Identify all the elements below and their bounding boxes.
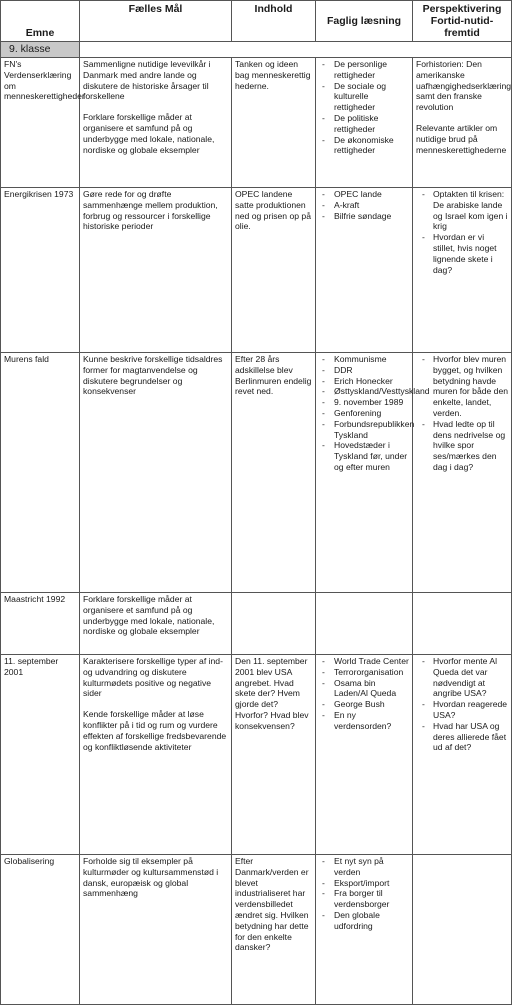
list-item: - De økonomiske rettigheder xyxy=(319,135,409,157)
table-row xyxy=(1,353,512,593)
list-item: - DDR xyxy=(319,365,409,376)
emne-cell: Murens fald xyxy=(1,353,80,593)
faglig-cell xyxy=(316,655,413,855)
emne-cell: Maastricht 1992 xyxy=(1,593,80,655)
perspektivering-cell xyxy=(413,188,512,353)
faglig-cell xyxy=(316,353,430,593)
table-row xyxy=(1,593,512,655)
list-item: - De personlige rettigheder xyxy=(319,59,409,81)
list-item: - Den globale udfordring xyxy=(319,910,409,932)
list-item: - Erich Honecker xyxy=(319,376,409,387)
maal-cell: Karakterisere forskellige typer af ind- og udvandring og diskutere kulturmødets positive og negative sider Kende forskellige måder at løse konflikter på i tid og rum og vurdere effekten af forskellige fredsbevarende og konfliktløsende aktiviteter xyxy=(80,655,232,855)
maal-cell: Gøre rede for og drøfte sammenhænge mellem produktion, forbrug og ressourcer i forskellige historiske perioder xyxy=(80,188,232,353)
list-item: - Hovedstæder i Tyskland før, under og efter muren xyxy=(319,440,409,472)
header-row xyxy=(1,1,512,42)
list-item: - OPEC lande xyxy=(319,189,409,200)
list-item: - En ny verdensorden? xyxy=(319,710,409,732)
emne-cell: FN's Verdenserklæring om menneskerettigheder xyxy=(1,58,80,188)
header-emne: Emne xyxy=(1,1,80,42)
list-item: - World Trade Center xyxy=(319,656,409,667)
list-item: - Forbundsrepublikken Tyskland xyxy=(319,419,409,441)
perspektivering-cell xyxy=(413,353,512,593)
list-item: - Hvorfor mente Al Queda det var nødvendigt at angribe USA? xyxy=(416,656,508,699)
grade-row xyxy=(1,42,512,58)
indhold-cell: Efter 28 års adskillelse blev Berlinmuren endelig revet ned. xyxy=(232,353,316,593)
emne-cell: Energikrisen 1973 xyxy=(1,188,80,353)
perspektivering-cell xyxy=(413,855,512,1005)
table-row xyxy=(1,188,512,353)
header-faglig-laesning: Faglig læsning xyxy=(316,1,413,42)
indhold-cell: OPEC landene satte produktionen ned og prisen op på olie. xyxy=(232,188,316,353)
maal-cell: Sammenligne nutidige levevilkår i Danmark med andre lande og diskutere de historiske årsager til forskellene Forklare forskellige måder at organisere et samfund på og underbygge med lokale, nationale, nordiske og globale eksempler xyxy=(80,58,232,188)
list-item: - De politiske rettigheder xyxy=(319,113,409,135)
list-item: - Hvorfor blev muren bygget, og hvilken betydning havde muren for både den enkelte, landet, verden. xyxy=(416,354,508,419)
list-item: - Bilfrie søndage xyxy=(319,211,409,222)
list-item: - Osama bin Laden/Al Queda xyxy=(319,678,409,700)
maal-cell: Kunne beskrive forskellige tidsaldres former for magtanvendelse og diskutere begrundelser og konsekvenser xyxy=(80,353,232,593)
list-item: - George Bush xyxy=(319,699,409,710)
grade-label: 9. klasse xyxy=(1,42,80,58)
list-item: - De sociale og kulturelle rettigheder xyxy=(319,81,409,113)
list-item: - A-kraft xyxy=(319,200,409,211)
list-item: - Optakten til krisen: De arabiske lande og Israel kom igen i krig xyxy=(416,189,508,232)
perspektivering-cell xyxy=(413,655,512,855)
list-item: - Terrororganisation xyxy=(319,667,409,678)
faglig-cell xyxy=(316,58,413,188)
faglig-cell xyxy=(316,188,413,353)
maal-cell: Forklare forskellige måder at organisere et samfund på og underbygge med lokale, nationale, nordiske og globale eksempler xyxy=(80,593,232,655)
list-item: - Genforening xyxy=(319,408,409,419)
table-row xyxy=(1,655,512,855)
indhold-cell: Efter Danmark/verden er blevet industrialiseret har verdensbilledet ændret sig. Hvilken betydning har dette for den enkelte dansker? xyxy=(232,855,316,1005)
list-item: - Kommunisme xyxy=(319,354,409,365)
list-item: - Fra borger til verdensborger xyxy=(319,888,409,910)
list-item: - Et nyt syn på verden xyxy=(319,856,409,878)
header-indhold: Indhold xyxy=(232,1,316,42)
perspektivering-cell: Forhistorien: Den amerikanske uafhængighedserklæring samt den franske revolution Relevante artikler om nutidige brud på menneskerettighederne xyxy=(413,58,512,188)
header-faelles-maal: Fælles Mål xyxy=(80,1,232,42)
list-item: - Hvordan er vi stillet, hvis noget lignende skete i dag? xyxy=(416,232,508,275)
emne-cell: 11. september 2001 xyxy=(1,655,80,855)
list-item: - 9. november 1989 xyxy=(319,397,409,408)
indhold-cell: Tanken og ideen bag menneskerettig hederne. xyxy=(232,58,316,188)
emne-cell: Globalisering xyxy=(1,855,80,1005)
table-row xyxy=(1,58,512,188)
list-item: - Hvad ledte op til dens nedrivelse og hvilke spor ses/mærkes den dag i dag? xyxy=(416,419,508,473)
faglig-cell xyxy=(316,593,413,655)
list-item: - Hvordan reagerede USA? xyxy=(416,699,508,721)
maal-cell: Forholde sig til eksempler på kulturmøder og kultursammenstød i dansk, europæisk og global sammenhæng xyxy=(80,855,232,1005)
list-item: - Eksport/import xyxy=(319,878,409,889)
list-item: - Hvad har USA og deres allierede fået ud af det? xyxy=(416,721,508,753)
header-perspektivering: Perspektivering Fortid-nutid-fremtid xyxy=(413,1,512,42)
table-row xyxy=(1,855,512,1005)
list-item: - Østtyskland/Vesttyskland xyxy=(319,386,409,397)
indhold-cell: Den 11. september 2001 blev USA angrebet. Hvad skete der? Hvem gjorde det? Hvorfor? Hvad blev konsekvensen? xyxy=(232,655,316,855)
perspektivering-cell xyxy=(413,593,512,655)
indhold-cell xyxy=(232,593,316,655)
faglig-cell xyxy=(316,855,413,1005)
